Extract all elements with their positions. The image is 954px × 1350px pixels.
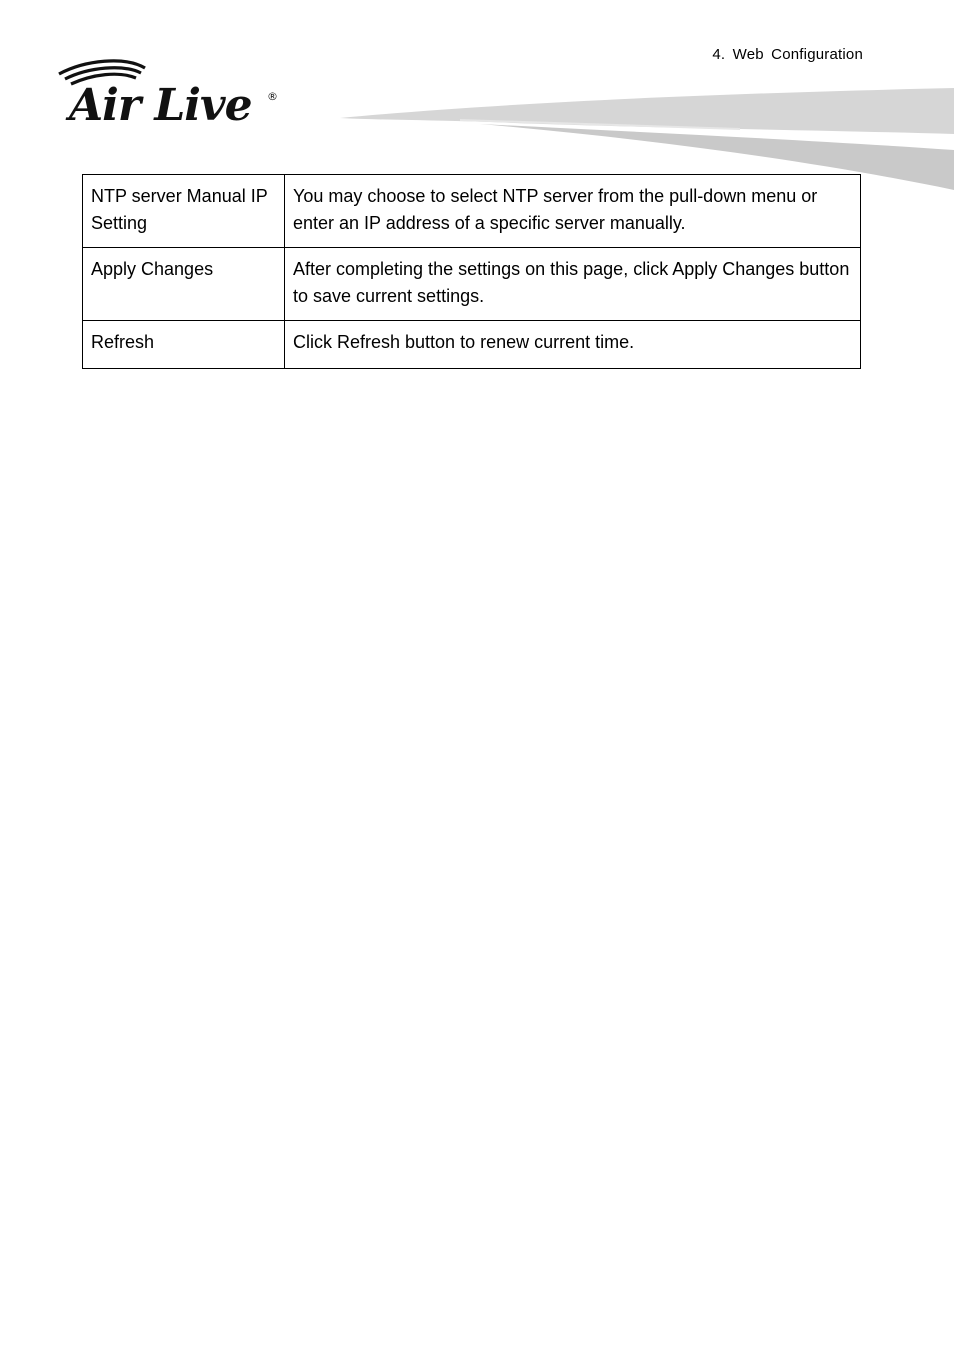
airlive-logo-icon: [55, 58, 285, 126]
table-row: [83, 321, 861, 369]
row-term: NTP server Manual IP Setting: [83, 175, 285, 248]
settings-description-table: [82, 174, 861, 369]
table-row: [83, 175, 861, 248]
row-description: After completing the settings on this page, click Apply Changes button to save current settings.: [285, 248, 861, 321]
chapter-title: 4. Web Configuration: [712, 46, 863, 63]
row-description: You may choose to select NTP server from the pull-down menu or enter an IP address of a specific server manually.: [285, 175, 861, 248]
svg-text:Air Live: Air Live: [69, 80, 252, 126]
row-term: Apply Changes: [83, 248, 285, 321]
row-description: Click Refresh button to renew current time.: [285, 321, 861, 369]
row-term: Refresh: [83, 321, 285, 369]
table-row: [83, 248, 861, 321]
svg-text:®: ®: [267, 90, 278, 103]
